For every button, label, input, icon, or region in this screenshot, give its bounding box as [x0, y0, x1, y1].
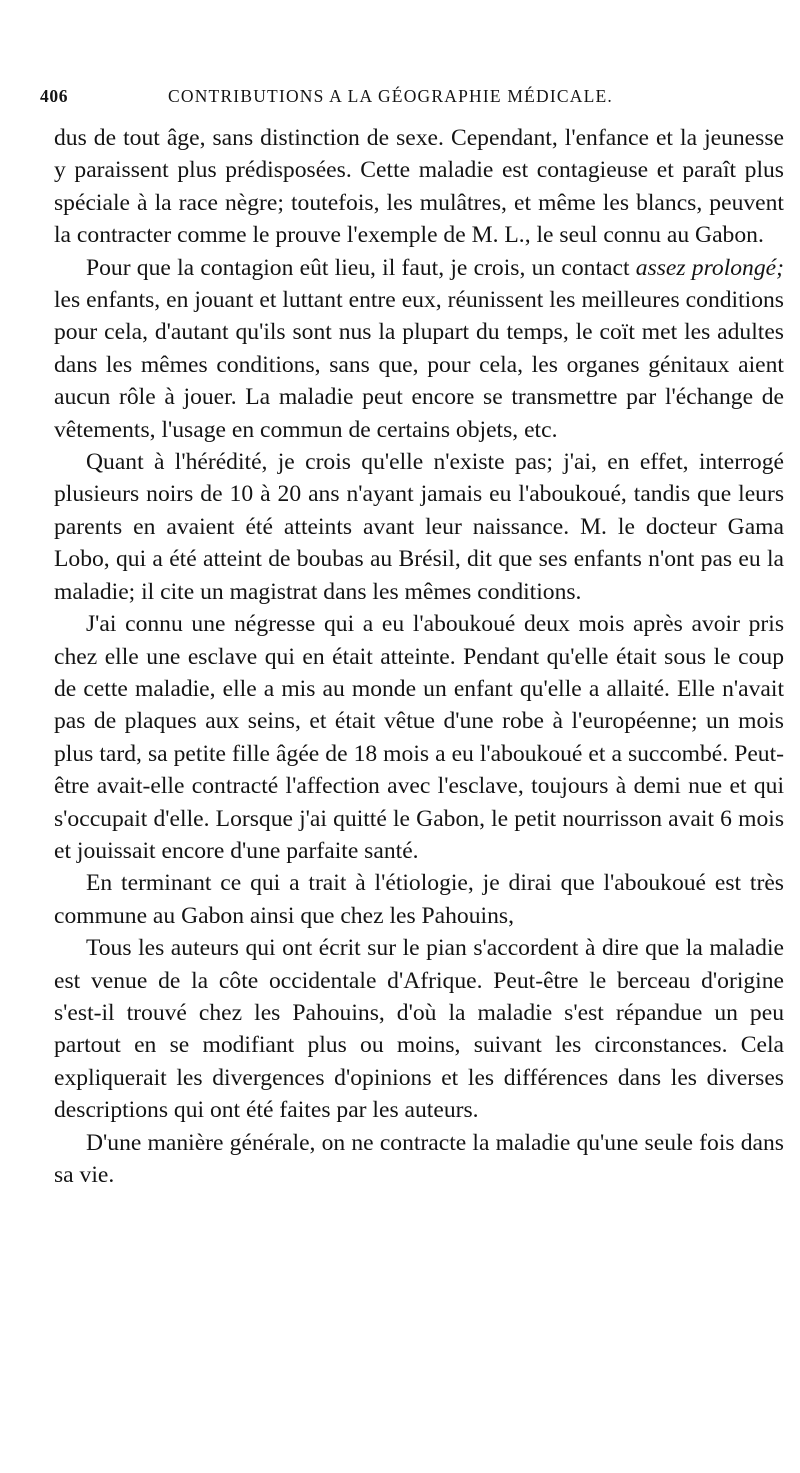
paragraph-6	[54, 932, 784, 1126]
paragraph-4-text: J'ai connu une négresse qui a eu l'aboukoué deux mois après avoir pris chez elle une esclave qui en était atteinte. Pendant qu'elle était sous le coup de cette maladie, elle a mis au monde un enfant qu'elle a allaité. Elle n'avait pas de plaques aux seins, et était vêtue d'une robe à l'européenne; un mois plus tard, sa petite fille âgée de 18 mois a eu l'aboukoué et a succombé. Peut-être avait-elle contracté l'affection avec l'esclave, toujours à demi nue et qui s'occupait d'elle. Lorsque j'ai quitté le Gabon, le petit nourrisson avait 6 mois et jouissait encore d'une parfaite santé.	[54, 611, 784, 864]
page-number: 406	[40, 86, 69, 106]
paragraph-2	[54, 252, 784, 446]
running-title: CONTRIBUTIONS A LA GÉOGRAPHIE MÉDICALE.	[168, 86, 613, 106]
paragraph-2-emphasis: assez prolongé;	[635, 254, 784, 281]
body-text	[54, 122, 784, 1191]
paragraph-7-text: D'une manière générale, on ne contracte la maladie qu'une seule fois dans sa vie.	[54, 1129, 784, 1188]
paragraph-7	[54, 1127, 784, 1192]
running-head	[40, 86, 784, 122]
paragraph-5-text: En terminant ce qui a trait à l'étiologie, je dirai que l'aboukoué est très commune au Gabon ainsi que chez les Pahouins,	[54, 870, 784, 929]
paragraph-2-text-after: les enfants, en jouant et luttant entre eux, réunissent les meilleures conditions pour cela, d'autant qu'ils sont nus la plupart du temps, le coït met les adultes dans les mêmes conditions, sans que, pour cela, les organes génitaux aient aucun rôle à jouer. La maladie peut encore se transmettre par l'échange de vêtements, l'usage en commun de certains objets, etc.	[54, 287, 784, 443]
paragraph-3	[54, 446, 784, 608]
paragraph-5	[54, 867, 784, 932]
paragraph-6-text: Tous les auteurs qui ont écrit sur le pian s'accordent à dire que la maladie est venue de la côte occidentale d'Afrique. Peut-être le berceau d'origine s'est-il trouvé chez les Pahouins, d'où la maladie s'est répandue un peu partout en se modifiant plus ou moins, suivant les circonstances. Cela expliquerait les divergences d'opinions et les différences dans les diverses descriptions qui ont été faites par les auteurs.	[54, 935, 784, 1124]
paragraph-1-text: dus de tout âge, sans distinction de sexe. Cependant, l'enfance et la jeunesse y paraissent plus prédisposées. Cette maladie est contagieuse et paraît plus spéciale à la race nègre; toutefois, les mulâtres, et même les blancs, peuvent la contracter comme le prouve l'exemple de M. L., le seul connu au Gabon.	[54, 125, 784, 249]
paragraph-4	[54, 608, 784, 867]
paragraph-3-text: Quant à l'hérédité, je crois qu'elle n'existe pas; j'ai, en effet, interrogé plusieurs noirs de 10 à 20 ans n'ayant jamais eu l'aboukoué, tandis que leurs parents en avaient été atteints avant leur naissance. M. le docteur Gama Lobo, qui a été atteint de boubas au Brésil, dit que ses enfants n'ont pas eu la maladie; il cite un magistrat dans les mêmes conditions.	[54, 449, 784, 605]
paragraph-1	[54, 122, 784, 252]
paragraph-2-text-before: Pour que la contagion eût lieu, il faut, je crois, un contact	[86, 254, 630, 281]
book-page	[40, 86, 784, 1191]
